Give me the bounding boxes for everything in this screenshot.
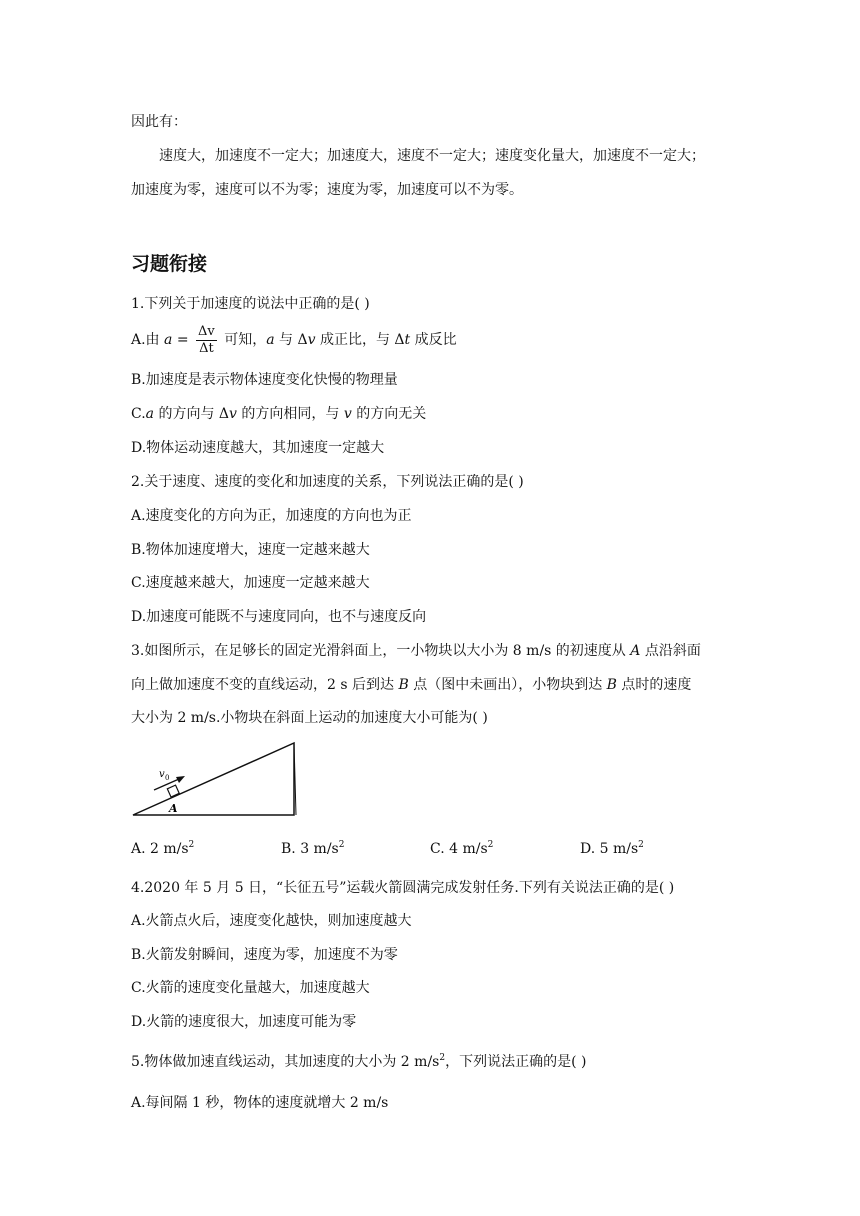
q1-a-mid2: 与 Δ — [274, 332, 308, 348]
q2-option-a: A.速度变化的方向为正，加速度的方向也为正 — [131, 508, 412, 524]
q5-stem-b: ，下列说法正确的是( ) — [445, 1054, 587, 1070]
q3-line3: 大小为 2 m/s.小物块在斜面上运动的加速度大小可能为( ) — [131, 710, 488, 726]
fraction-denominator: Δt — [199, 340, 214, 356]
q1-a-var3: v — [307, 332, 316, 348]
q4-stem: 4.2020 年 5 月 5 日，“长征五号”运载火箭圆满完成发射任务.下列有关说法正确的是( ) — [131, 880, 675, 896]
q3-option-c: C. 4 $m/s^2$ — [430, 840, 494, 857]
q4-option-c: C.火箭的速度变化量越大，加速度越大 — [131, 980, 370, 996]
q1-stem: 1.下列关于加速度的说法中正确的是( ) — [131, 296, 370, 312]
q1-c-prefix: C. — [131, 406, 146, 422]
q3-point-a: A — [630, 643, 641, 659]
incline-figure — [131, 740, 301, 820]
intro-summary-line2: 加速度为零，速度可以不为零；速度为零，加速度可以不为零。 — [131, 182, 523, 198]
q3-option-a: A. 2 $m/s^2$ — [131, 840, 195, 857]
q1-option-d: D.物体运动速度越大，其加速度一定越大 — [131, 440, 385, 456]
q3-line2-a: 向上做加速度不变的直线运动，2 s 后到达 — [131, 677, 399, 693]
q3-point-b2: B — [606, 677, 617, 693]
q3-line2 — [131, 675, 691, 695]
q3-line2-c: 点时的速度 — [616, 677, 692, 693]
q4-option-b: B.火箭发射瞬间，速度为零，加速度不为零 — [131, 947, 398, 963]
incline-triangle — [133, 743, 294, 815]
q2-option-b: B.物体加速度增大，速度一定越来越大 — [131, 542, 370, 558]
q2-option-c: C.速度越来越大，加速度一定越来越大 — [131, 575, 370, 591]
point-a-label: A — [169, 802, 178, 815]
q2-stem: 2.关于速度、速度的变化和加速度的关系，下列说法正确的是( ) — [131, 474, 524, 490]
q3-line1-b: 点沿斜面 — [640, 643, 701, 659]
q1-c-mid2: 的方向相同，与 — [236, 406, 344, 422]
q1-a-var2: a — [266, 332, 275, 348]
q4-option-a: A.火箭点火后，速度变化越快，则加速度越大 — [131, 913, 412, 929]
velocity-arrow-head — [176, 776, 185, 783]
q5-stem-a: 5.物体做加速直线运动，其加速度的大小为 2 m/s — [131, 1054, 440, 1070]
q1-a-var4: t — [404, 332, 411, 348]
q5-option-a: A.每间隔 1 秒，物体的速度就增大 2 m/s — [131, 1095, 389, 1111]
intro-summary-line1: 速度大，加速度不一定大；加速度大，速度不一定大；速度变化量大，加速度不一定大； — [159, 148, 705, 164]
q3-line1 — [131, 641, 701, 661]
section-title: 习题衔接 — [131, 253, 208, 275]
q3-line2-b: 点（图中未画出），小物块到达 — [408, 677, 607, 693]
q1-c-var2: v — [229, 406, 237, 422]
q1-option-c — [131, 404, 426, 424]
q1-a-prefix: A.由 — [131, 332, 165, 348]
q1-c-end: 的方向无关 — [351, 406, 427, 422]
q5-stem-sup: 2 — [439, 1053, 446, 1063]
fraction — [196, 324, 217, 357]
q1-option-b: B.加速度是表示物体速度变化快慢的物理量 — [131, 372, 398, 388]
q1-option-a — [131, 322, 457, 358]
q1-c-mid: 的方向与 Δ — [154, 406, 230, 422]
q1-a-mid1: 可知， — [219, 332, 267, 348]
q5-stem — [131, 1052, 586, 1072]
q1-c-var3: v — [343, 406, 352, 422]
q3-option-d: D. 5 $m/s^2$ — [580, 840, 644, 857]
q1-c-var: a — [145, 406, 155, 422]
q2-option-d: D.加速度可能既不与速度同向，也不与速度反向 — [131, 609, 427, 625]
q1-a-end: 成反比 — [410, 332, 457, 348]
q1-a-mid3: 成正比，与 Δ — [315, 332, 405, 348]
incline-diagram — [131, 740, 301, 820]
fraction-numerator: Δv — [198, 323, 215, 339]
q3-point-b: B — [398, 677, 409, 693]
q1-a-eq: = — [172, 332, 194, 348]
intro-therefore: 因此有： — [131, 114, 187, 130]
q1-a-var: a — [164, 332, 173, 348]
v0-subscript: 0 — [165, 774, 170, 782]
v0-label: v — [159, 769, 165, 780]
q3-line1-a: 3.如图所示，在足够长的固定光滑斜面上，一小物块以大小为 8 m/s 的初速度从 — [131, 643, 631, 659]
q3-option-b: B. 3 $m/s^2$ — [281, 840, 345, 857]
q4-option-d: D.火箭的速度很大，加速度可能为零 — [131, 1014, 357, 1030]
